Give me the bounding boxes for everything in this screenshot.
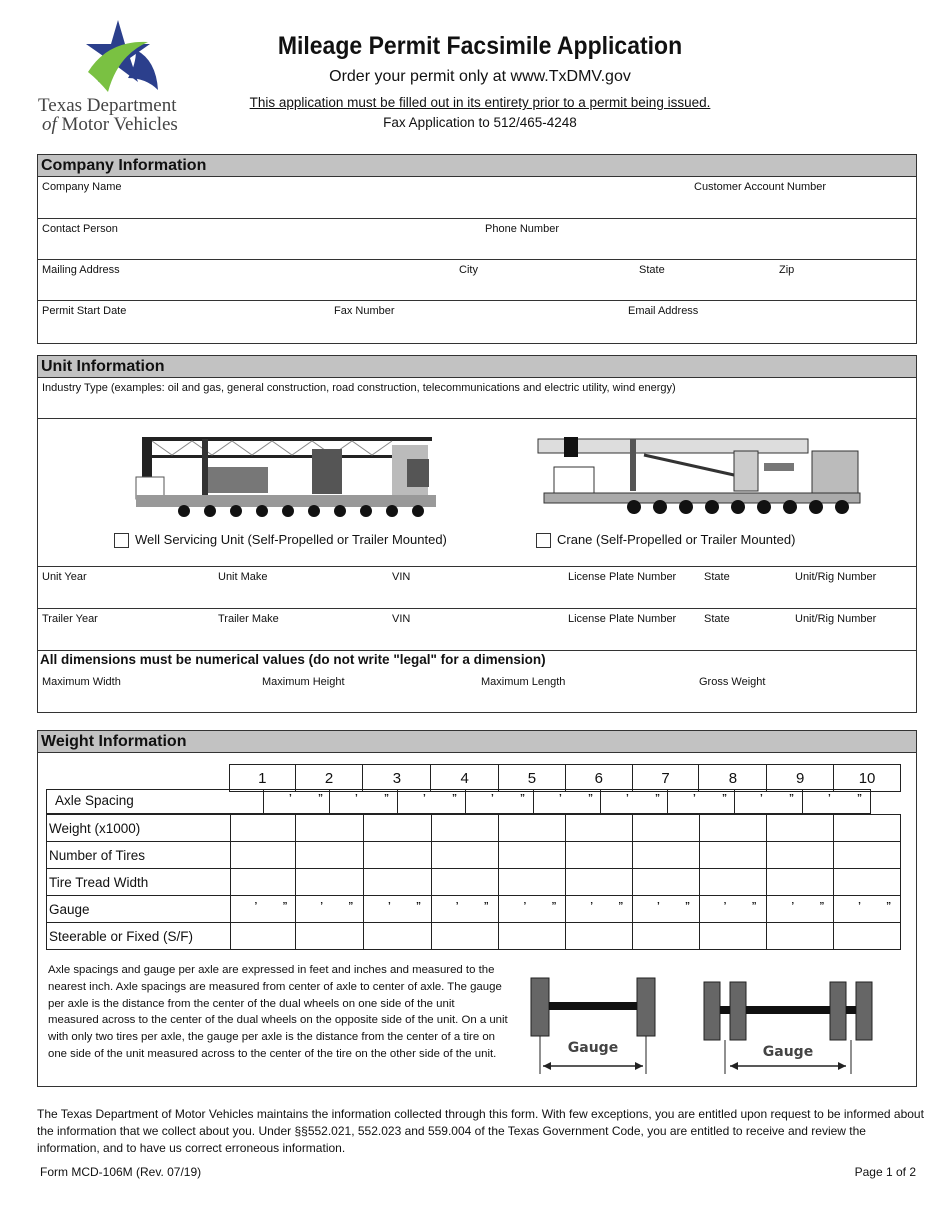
gauge-cell[interactable] [364,896,432,923]
gauge-cell[interactable] [767,896,834,923]
order-online-text: Order your permit only at www.TxDMV.gov [329,68,631,85]
inch-mark: ” [857,793,862,804]
feet-mark: ’ [355,793,358,804]
crane-label: Crane (Self-Propelled or Trailer Mounted) [557,532,796,547]
axle-number: 10 [834,765,901,792]
axle-number-header [46,765,901,792]
unit-rig-number-field[interactable]: Unit/Rig Number [795,571,877,583]
steerable-row [47,923,901,950]
feet-mark: ’ [523,901,527,912]
feet-mark: ’ [590,901,593,912]
inch-mark: ” [886,901,892,912]
row-label: Tire Tread Width [47,869,231,896]
inch-mark: ” [282,901,288,912]
inch-mark: ” [551,901,557,912]
feet-mark: ’ [254,901,258,912]
inch-mark: ” [618,901,624,912]
phone-number-field[interactable]: Phone Number [485,223,559,235]
feet-mark: ’ [491,793,494,804]
gauge-cell[interactable] [499,896,566,923]
gauge-label: Gauge [762,1044,814,1060]
axle-explanation: Axle spacings and gauge per axle are expressed in feet and inches and measured to the nearest inch. Axle spacings are measured from center of axle to center of axle. The gauge per axle is the distance from the center of the dual wheels on one side of the unit measured across to the center of the dual wheels on the opposite side of the unit. On a unit with only two tires per axle, the gauge per axle is the distance from the center of a tire on one side of the unit measured across to the center of the tire on the other side of the unit. [48,964,508,1060]
inch-mark: ” [751,901,757,912]
company-row-1 [38,177,916,219]
inch-mark: ” [655,793,660,804]
unit-section-heading: Unit Information [38,356,916,378]
maximum-width-field[interactable]: Maximum Width [42,676,121,688]
gauge-cell[interactable] [296,896,364,923]
feet-mark: ’ [693,793,696,804]
zip-field[interactable]: Zip [779,264,795,276]
company-section-heading: Company Information [38,155,916,177]
gauge-cell[interactable] [834,896,901,923]
axle-spacing-cell[interactable] [667,789,735,814]
industry-type-field[interactable]: Industry Type (examples: oil and gas, general construction, road construction, telecommunications and electric utility, wind energy) [42,382,676,394]
trailer-year-field[interactable]: Trailer Year [42,613,98,625]
feet-mark: ’ [828,793,831,804]
company-row-4 [38,301,916,343]
mailing-address-field[interactable]: Mailing Address [42,264,120,276]
feet-mark: ’ [320,901,324,912]
unit-make-field[interactable]: Unit Make [218,571,268,583]
state-field[interactable]: State [639,264,665,276]
axle-number: 1 [229,765,295,792]
unit-license-plate-field[interactable]: License Plate Number [568,571,677,583]
feet-mark: ’ [289,793,292,804]
inch-mark: ” [588,793,593,804]
axle-spacing-cell[interactable] [263,789,330,814]
well-servicing-unit-icon [122,429,442,519]
complete-notice: This application must be filled out in its entirety prior to a permit being issued. [249,95,711,110]
company-information-section [37,154,917,344]
inch-mark: ” [416,901,421,912]
unit-state-field[interactable]: State [704,571,730,583]
unit-type-row [38,419,916,567]
gross-weight-field[interactable]: Gross Weight [699,676,766,688]
inch-mark: ” [318,793,323,804]
axle-spacing-cell[interactable] [533,789,601,814]
feet-mark: ’ [791,901,795,912]
unit-information-section [37,355,917,713]
axle-measurements-table [46,814,901,950]
row-label: Steerable or Fixed (S/F) [47,923,231,950]
feet-mark: ’ [559,793,562,804]
unit-year-field[interactable]: Unit Year [42,571,87,583]
form-number: Form MCD-106M (Rev. 07/19) [40,1165,202,1179]
feet-mark: ’ [626,793,629,804]
inch-mark: ” [452,793,457,804]
inch-mark: ” [348,901,354,912]
trailer-make-field[interactable]: Trailer Make [218,613,279,625]
gauge-cell[interactable] [230,896,296,923]
axle-spacing-cell[interactable] [734,789,803,814]
gauge-cell[interactable] [632,896,699,923]
company-name-field[interactable]: Company Name [42,181,122,193]
feet-mark: ’ [388,901,391,912]
trailer-vin-field[interactable]: VIN [392,613,411,625]
trailer-rig-number-field[interactable]: Unit/Rig Number [795,613,877,625]
inch-mark: ” [819,901,825,912]
well-servicing-checkbox[interactable] [114,533,129,548]
dual-tire-gauge-icon [700,978,878,1078]
row-label: Weight (x1000) [47,815,231,842]
axle-number: 9 [767,765,834,792]
unit-details-row [38,567,916,609]
axle-number: 2 [295,765,363,792]
company-row-2 [38,219,916,260]
dimensions-note: All dimensions must be numerical values (do not write "legal" for a dimension) [40,652,546,667]
inch-mark: ” [384,793,389,804]
weight-row [47,815,901,842]
gauge-cell[interactable] [566,896,633,923]
permit-start-date-field[interactable]: Permit Start Date [42,305,127,317]
fax-number-field[interactable]: Fax Number [334,305,395,317]
crane-checkbox[interactable] [536,533,551,548]
contact-person-field[interactable]: Contact Person [42,223,118,235]
inch-mark: ” [684,901,690,912]
axle-spacing-cell[interactable] [465,789,534,814]
gauge-cell[interactable] [431,896,499,923]
well-servicing-label: Well Servicing Unit (Self-Propelled or Trailer Mounted) [135,532,447,547]
trailer-state-field[interactable]: State [704,613,730,625]
single-tire-gauge-icon [525,974,663,1078]
gauge-row [47,896,901,923]
gauge-label: Gauge [567,1040,619,1056]
logo-line2: of Motor Vehicles [42,114,178,135]
crane-unit-icon [534,433,864,517]
city-field[interactable]: City [459,264,478,276]
industry-type-row [38,378,916,419]
logo-line1: Texas Department [38,95,177,116]
inch-mark: ” [520,793,525,804]
customer-account-field[interactable]: Customer Account Number [694,181,827,193]
maximum-height-field[interactable]: Maximum Height [262,676,345,688]
inch-mark: ” [722,793,727,804]
axle-spacing-cell[interactable] [600,789,668,814]
row-label: Gauge [47,896,231,923]
axle-number: 6 [565,765,632,792]
weight-section-heading: Weight Information [38,731,916,753]
inch-mark: ” [483,901,489,912]
well-servicing-option[interactable] [114,532,447,548]
privacy-notice: The Texas Department of Motor Vehicles maintains the information collected through this form. With few exceptions, you are entitled upon request to be informed about the information that we collect about you. Under §§552.021, 552.023 and 559.004 of the Texas Government Code, you are entitled to receive and review the information, and to have us correct erroneous information. [37,1107,924,1155]
gauge-cell[interactable] [699,896,767,923]
maximum-length-field[interactable]: Maximum Length [481,676,566,688]
row-label: Number of Tires [47,842,231,869]
trailer-details-row [38,609,916,651]
axle-table [46,764,901,792]
tread-width-row [47,869,901,896]
feet-mark: ’ [423,793,426,804]
page-number: Page 1 of 2 [854,1165,916,1179]
company-row-3 [38,260,916,301]
star-logo-icon [78,20,168,95]
axle-spacing-cell[interactable] [329,789,398,814]
page-title: Mileage Permit Facsimile Application [277,32,683,60]
unit-vin-field[interactable]: VIN [392,571,411,583]
axle-number: 8 [699,765,767,792]
feet-mark: ’ [760,793,763,804]
email-address-field[interactable]: Email Address [628,305,699,317]
dimensions-row [38,651,916,712]
axle-number: 5 [499,765,566,792]
axle-number: 3 [363,765,431,792]
feet-mark: ’ [723,901,727,912]
feet-mark: ’ [656,901,660,912]
axle-number: 4 [431,765,499,792]
axle-spacing-cell[interactable] [397,789,466,814]
axle-spacing-cell[interactable] [802,789,870,814]
feet-mark: ’ [455,901,459,912]
feet-mark: ’ [858,901,861,912]
crane-option[interactable] [536,532,795,548]
axle-spacing-label: Axle Spacing [55,793,134,808]
txdmv-logo [38,20,203,138]
trailer-license-plate-field[interactable]: License Plate Number [568,613,677,625]
tires-row [47,842,901,869]
fax-instruction: Fax Application to 512/465-4248 [383,115,577,130]
axle-number: 7 [632,765,699,792]
inch-mark: ” [789,793,794,804]
